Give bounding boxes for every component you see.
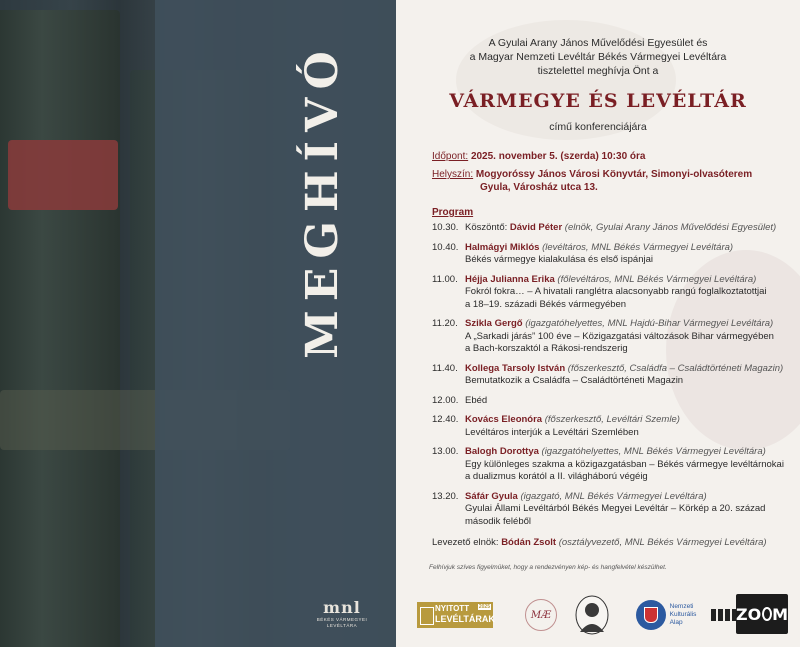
program-body: [465, 446, 792, 484]
program-row: [432, 318, 792, 356]
nka-line3: Alap: [669, 619, 683, 626]
program-row: [432, 491, 792, 529]
nyitott-year: 2025: [478, 604, 490, 610]
speaker-role: (főlevéltáros, MNL Békés Vármegyei Levéltára): [554, 273, 757, 285]
speaker-role: (igazgatóhelyettes, MNL Békés Vármegyei Levéltára): [538, 446, 766, 457]
speaker-role: (levéltáros, MNL Békés Vármegyei Levéltára): [539, 241, 734, 253]
speaker-name: Balogh Dorottya: [465, 446, 539, 457]
program-speaker: [465, 395, 792, 408]
program-time: 11.00.: [432, 273, 458, 285]
program-prefix: Köszöntő:: [465, 222, 510, 233]
time-row: [432, 150, 782, 163]
program-time: 10.30.: [432, 222, 459, 233]
book-label-red: [8, 140, 118, 210]
invitation-panel: [396, 0, 800, 647]
mae-logo: MÆ: [524, 592, 558, 638]
intro-line: a Magyar Nemzeti Levéltár Békés Vármegyei Levéltára: [469, 51, 727, 63]
program-body: [465, 222, 792, 235]
program-rows: [432, 222, 792, 528]
speaker-name: Szikla Gergő: [465, 318, 523, 329]
talk-title-line: a Bach-korszaktól a Rákosi-rendszerig: [465, 343, 628, 354]
program-row: [432, 363, 792, 388]
speaker-role: (igazgatóhelyettes, MNL Hajdú-Bihar Vármegyei Levéltára): [522, 318, 774, 329]
program-time: 13.00.: [432, 446, 459, 457]
program-time: 12.00.: [432, 394, 459, 406]
nka-logo: [626, 592, 706, 638]
page-title-vertical: MEGHÍVÓ: [296, 41, 348, 359]
talk-title-line: második feléből: [465, 515, 532, 527]
nyitott-line1: NYITOTT: [435, 604, 470, 613]
nka-line2: Kulturális: [669, 611, 697, 618]
conference-title: VÁRMEGYE ÉS LEVÉLTÁR: [449, 90, 747, 112]
speaker-name: Halmágyi Miklós: [465, 241, 540, 253]
intro-line: tisztelettel meghívja Önt a: [537, 65, 659, 77]
zoom-badge[interactable]: [736, 594, 788, 634]
program-time: 13.20.: [432, 490, 459, 502]
conference-subtitle: című konferenciájára: [549, 121, 647, 133]
program-speaker: [465, 274, 792, 287]
program-body: [465, 363, 792, 388]
program-speaker: [465, 414, 792, 427]
program-body: [465, 414, 792, 439]
program-speaker: [465, 222, 792, 235]
portrait-medallion-icon: [572, 592, 612, 638]
program-time: 12.40.: [432, 414, 459, 425]
mnl-logo: [312, 598, 372, 629]
program-row: [432, 446, 792, 484]
program-speaker: [465, 242, 792, 255]
program-body: [465, 274, 792, 312]
zoom-text-end: M: [772, 604, 788, 624]
nka-line1: Nemzeti: [669, 603, 694, 610]
program-row: [432, 414, 792, 439]
program-speaker: [465, 363, 792, 376]
program-time: 11.40.: [432, 362, 458, 374]
talk-title-line: Gyulai Állami Levéltárból Békés Megyei Levéltár – Körkép a 20. század: [465, 503, 766, 514]
program-body: [465, 491, 792, 529]
talk-title-line: A „Sarkadi járás” 100 éve – Közigazgatási változások Bihar vármegyében: [465, 330, 774, 342]
mnl-logo-subtitle: BÉKÉS VÁRMEGYEI LEVÉLTÁRA: [316, 617, 368, 628]
time-value: 2025. november 5. (szerda) 10:30 óra: [470, 151, 646, 162]
talk-title-line: Fokról fokra… – A hivatali ranglétra alacsonyabb rangú foglalkoztatottjai: [465, 286, 767, 297]
event-details: [432, 150, 782, 194]
chair-role: (osztályvezető, MNL Békés Vármegyei Levéltára): [556, 537, 767, 548]
intro-text: [396, 36, 800, 78]
program-list: [432, 207, 792, 535]
program-body: [465, 242, 792, 267]
talk-title-line: Egy különleges szakma a közigazgatásban – Békés vármegye levéltárnokai: [465, 458, 784, 470]
speaker-role: (igazgató, MNL Békés Vármegyei Levéltára): [517, 490, 707, 502]
program-row: [432, 274, 792, 312]
program-speaker: [465, 491, 792, 504]
chair-label: Levezető elnök:: [432, 537, 502, 548]
program-row: [432, 395, 792, 408]
speaker-role: (főszerkesztő, Levéltári Szemle): [542, 414, 680, 425]
nyitott-line2: LEVÉLTÁRAK: [435, 614, 495, 624]
place-row: [432, 168, 782, 181]
program-heading: Program: [432, 207, 474, 218]
recording-notice: Felhívjuk szíves figyelmüket, hogy a rendezvényen kép- és hangfelvétel készülhet.: [429, 564, 667, 571]
book-spine-1: [0, 10, 120, 647]
program-row: [432, 242, 792, 267]
talk-title-line: Békés vármegye kialakulása és első ispánjai: [465, 254, 653, 265]
talk-title-line: a dualizmus korától a II. világháború végéig: [465, 471, 648, 482]
chair-line: [432, 537, 767, 548]
talk-title-line: a 18–19. századi Békés vármegyében: [465, 298, 627, 310]
speaker-role: (elnök, Gyulai Arany János Művelődési Egyesület): [562, 222, 777, 233]
mnl-logo-mark: mnl: [323, 598, 361, 617]
speaker-name: Dávid Péter: [509, 222, 563, 233]
program-speaker: [465, 318, 792, 331]
talk-title-line: Levéltáros interjúk a Levéltári Szemlében: [465, 426, 639, 438]
time-label: Időpont:: [432, 151, 469, 162]
speaker-name: Héjja Julianna Erika: [465, 273, 555, 285]
zoom-text: ZO: [736, 604, 762, 624]
program-row: [432, 222, 792, 235]
intro-line: A Gyulai Arany János Művelődési Egyesület és: [488, 37, 708, 49]
program-speaker: [465, 446, 792, 459]
magnifier-icon: [762, 607, 772, 621]
speaker-name: Sáfár Gyula: [465, 490, 518, 502]
sidebar-panel: [0, 0, 396, 647]
archive-box-icon: [420, 607, 434, 625]
place-value: Mogyoróssy János Városi Könyvtár, Simonyi-olvasóterem: [475, 169, 753, 180]
program-time: 10.40.: [432, 241, 459, 253]
program-body: [465, 395, 792, 408]
program-prefix: Ebéd: [465, 394, 488, 406]
program-body: [465, 318, 792, 356]
program-time: 11.20.: [432, 318, 458, 329]
place-label: Helyszín:: [432, 169, 474, 180]
speaker-name: Kovács Eleonóra: [465, 414, 543, 425]
place-address: Gyula, Városház utca 13.: [480, 182, 598, 193]
talk-title-line: Bemutatkozik a Családfa – Családtörténeti Magazin: [465, 375, 684, 386]
speaker-role: (főszerkesztő, Családfa – Családtörténeti Magazin): [565, 362, 784, 374]
nyitott-leveltarak-logo: [416, 592, 494, 638]
chair-name: Bódán Zsolt: [501, 537, 557, 548]
nka-emblem-icon: [636, 600, 666, 630]
speaker-name: Kollega Tarsoly István: [465, 362, 566, 374]
